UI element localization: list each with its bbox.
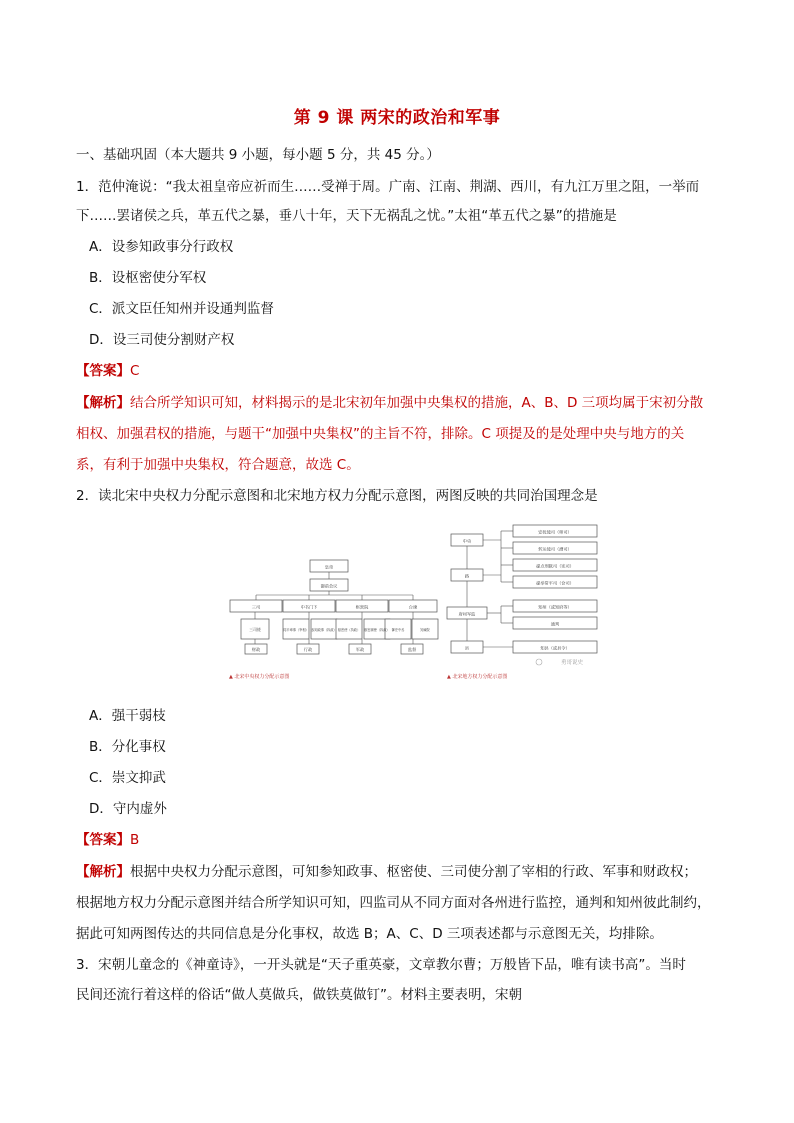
- label-yushi: 御史中丞: [391, 628, 405, 632]
- q1-option-d: D．设三司使分割财产权: [89, 332, 235, 348]
- q2-analysis-line1: [76, 862, 697, 882]
- q2-option-b: B．分化事权: [89, 739, 166, 755]
- label-office-3: 提举常平司（仓司）: [536, 580, 574, 586]
- label-shumishi: 枢密使（执政）: [337, 628, 361, 632]
- q2-analysis-line2: 根据地方权力分配示意图并结合所学知识可知，四监司从不同方面对各州进行监控，通判和知州彼此制约，: [76, 895, 711, 911]
- label-canzhi: 参知政事（执政）: [311, 628, 337, 632]
- label-office-4: 知州（或知府等）: [538, 604, 572, 610]
- label-shumifu: 枢密副使（执政）: [364, 628, 390, 632]
- q1-analysis-line2: 相权、加强君权的措施，与题干“加强中央集权”的主旨不符，排除。C 项提及的是处理中央与地方的关: [76, 426, 685, 442]
- label-zhongshu: 中书门下: [300, 604, 318, 610]
- q3-stem-line2: 民间还流行着这样的俗话“做人莫做兵，做铁莫做钉”。材料主要表明，宋朝: [76, 987, 522, 1003]
- label-prefecture: 府州军监: [458, 611, 476, 617]
- label-office-0: 安抚使司（帅司）: [538, 529, 572, 535]
- analysis-label: 【解析】: [76, 864, 130, 880]
- watermark-text: 勇哥说史: [561, 660, 584, 666]
- label-circuit: 路: [464, 573, 470, 579]
- section-heading: 一、基础巩固（本大题共 9 小题，每小题 5 分，共 45 分。）: [76, 147, 440, 163]
- power-distribution-diagram: [225, 522, 605, 684]
- label-finance: 财政: [251, 647, 261, 652]
- caption-central: ▲ 北宋中央权力分配示意图: [229, 674, 290, 680]
- label-zhijian: 知谏院: [420, 628, 430, 632]
- label-office-1: 转运使司（漕司）: [538, 546, 572, 552]
- answer-label: 【答案】: [76, 832, 130, 848]
- answer-label: 【答案】: [76, 363, 130, 379]
- answer-value: C: [130, 363, 140, 379]
- page-title: 第 9 课 两宋的政治和军事: [293, 108, 501, 128]
- label-zaixiang: 同平章事（宰相）: [283, 628, 309, 632]
- q2-analysis-line3: 据此可知两图传达的共同信息是分化事权，故选 B；A、C、D 三项表述都与示意图无关，均排除。: [76, 926, 663, 942]
- analysis-text: 根据中央权力分配示意图，可知参知政事、枢密使、三司使分割了宰相的行政、军事和财政权；: [130, 864, 697, 880]
- q1-stem-line2: 下……罢诸侯之兵，革五代之暴，垂八十年，天下无祸乱之忧。”太祖“革五代之暴”的措施是: [76, 208, 617, 224]
- label-county: 县: [464, 645, 470, 651]
- q2-option-d: D．守内虚外: [89, 801, 167, 817]
- label-office-2: 提点刑狱司（宪司）: [536, 563, 574, 569]
- q2-option-a: A．强干弱枝: [89, 708, 166, 724]
- caption-local: ▲ 北宋地方权力分配示意图: [447, 674, 508, 680]
- label-office-5: 通判: [550, 621, 560, 627]
- label-taijian: 台谏: [408, 604, 418, 610]
- wechat-icon: [536, 659, 542, 665]
- label-office-6: 知县（或县令）: [540, 645, 570, 651]
- q2-stem-line1: 2．读北宋中央权力分配示意图和北宋地方权力分配示意图，两图反映的共同治国理念是: [76, 488, 598, 504]
- q1-analysis-line1: [76, 393, 703, 413]
- label-emperor: 皇帝: [324, 564, 334, 570]
- q1-answer: [76, 361, 139, 381]
- label-supervise: 监督: [407, 647, 417, 652]
- q1-option-b: B．设枢密使分军权: [89, 270, 207, 286]
- q1-option-c: C．派文臣任知州并设通判监督: [89, 301, 274, 317]
- q1-option-a: A．设参知政事分行政权: [89, 239, 234, 255]
- q1-analysis-line3: 系，有利于加强中央集权，符合题意，故选 C。: [76, 457, 360, 473]
- q2-option-c: C．崇文抑武: [89, 770, 166, 786]
- label-council: 御前会议: [320, 583, 338, 589]
- analysis-text: 结合所学知识可知，材料揭示的是北宋初年加强中央集权的措施，A、B、D 三项均属于宋初分散: [130, 395, 704, 411]
- label-sansi: 三司: [251, 604, 261, 610]
- analysis-label: 【解析】: [76, 395, 130, 411]
- q2-answer: [76, 830, 139, 850]
- answer-value: B: [130, 832, 140, 848]
- q1-stem-line1: 1．范仲淹说：“我太祖皇帝应祈而生……受禅于周。广南、江南、荆湖、西川，有九江万里之阻，一举而: [76, 179, 700, 195]
- label-shumi: 枢密院: [355, 604, 369, 610]
- label-admin: 行政: [303, 647, 313, 652]
- label-center: 中央: [462, 538, 472, 544]
- label-military: 军政: [355, 647, 365, 652]
- q3-stem-line1: 3．宋朝儿童念的《神童诗》，一开头就是“天子重英豪，文章教尔曹；万般皆下品，唯有读书高”。当时: [76, 957, 686, 973]
- label-sansishi: 三司使: [249, 627, 261, 632]
